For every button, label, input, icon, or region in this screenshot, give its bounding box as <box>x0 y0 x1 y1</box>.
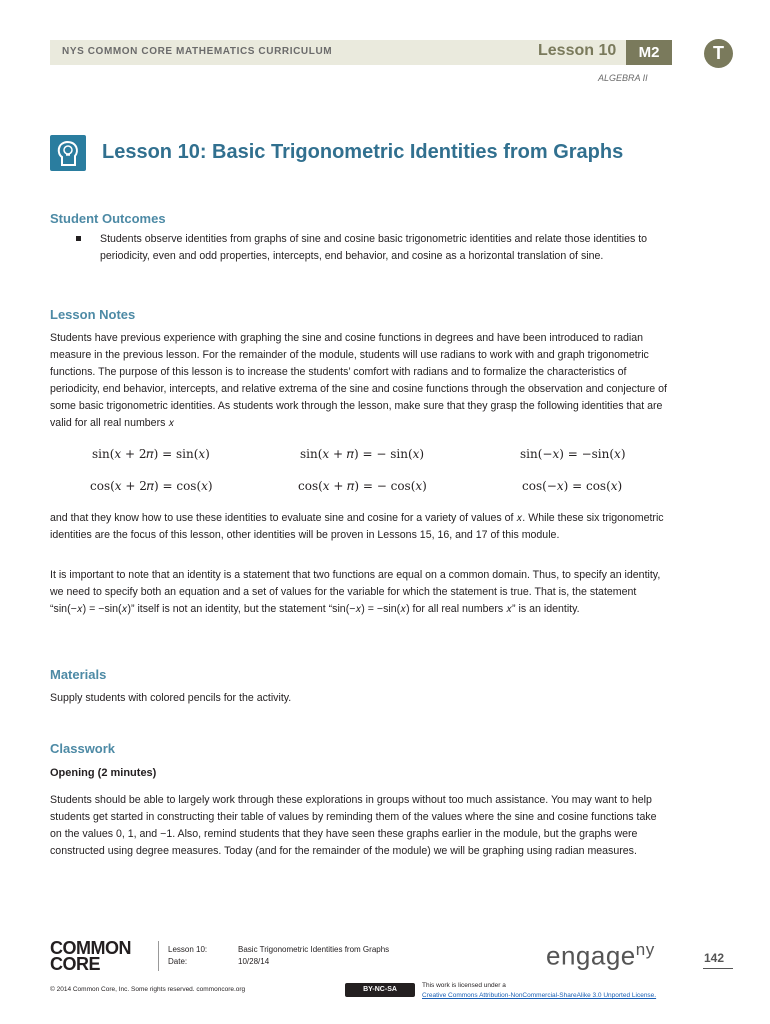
identity-sin-period: sin(𝑥 + 2𝜋) = sin(𝑥) <box>92 447 210 461</box>
footer-labels <box>168 944 207 968</box>
engage-text: engage <box>546 940 636 971</box>
notes-heading: Lesson Notes <box>50 307 136 322</box>
classwork-heading: Classwork <box>50 741 116 756</box>
license-link[interactable]: Creative Commons Attribution-NonCommercial-ShareAlike 3.0 Unported License. <box>422 992 657 999</box>
engageny-logo <box>546 940 655 972</box>
identity-sin-odd: sin(−𝑥) = −sin(𝑥) <box>520 447 626 461</box>
footer-date-label: Date: <box>168 957 188 966</box>
license-text <box>422 981 656 1001</box>
outcomes-heading: Student Outcomes <box>50 211 166 226</box>
teacher-badge: T <box>704 39 733 68</box>
identity-sin-shift: sin(𝑥 + 𝜋) = − sin(𝑥) <box>300 447 425 461</box>
footer-divider <box>158 941 159 971</box>
notes-paragraph-1: Students have previous experience with graphing the sine and cosine functions in degrees and have been introduced to radian measure in the previous lesson. For the remainder of the module, students will use radians to work with and graph trigonometric functions. The purpose of this lesson is to increase the students’ comfort with radians and to formalize the characteristics of periodicity, end behavior, intercepts, and relative extrema of the sine and cosine functions through the observation and conjecture of some basic trigonometric identities. As students work through the lesson, make sure that they grasp the following identities that are valid for all real numbers 𝑥 <box>50 332 667 429</box>
identity-cos-even: cos(−𝑥) = cos(𝑥) <box>522 479 623 493</box>
identity-cos-period: cos(𝑥 + 2𝜋) = cos(𝑥) <box>90 479 213 493</box>
footer-date-value: 10/28/14 <box>238 957 270 966</box>
logo-line-1: COMMON <box>50 938 131 958</box>
materials-heading: Materials <box>50 667 107 682</box>
page-number-underline <box>703 968 733 969</box>
footer-lesson-label: Lesson 10: <box>168 945 208 954</box>
footer-values <box>238 944 389 968</box>
page-number: 142 <box>704 951 725 965</box>
ny-text: ny <box>635 940 655 959</box>
cc-license-icon: BY-NC-SA <box>345 983 415 997</box>
notes-paragraph-2: and that they know how to use these identities to evaluate sine and cosine for a variety of values of 𝑥. While these six trigonometric identities are the focus of this lesson, other identities will be proven in Lessons 15, 16, and 17 of this module. <box>50 512 664 541</box>
common-core-logo <box>50 940 131 972</box>
license-line: This work is licensed under a <box>422 982 506 989</box>
course-label: ALGEBRA II <box>598 73 648 83</box>
bullet-icon <box>76 236 81 241</box>
module-badge: M2 <box>626 40 672 65</box>
footer-lesson-value: Basic Trigonometric Identities from Graphs <box>238 945 390 954</box>
materials-text: Supply students with colored pencils for the activity. <box>50 692 292 704</box>
notes-paragraph-3: It is important to note that an identity is a statement that two functions are equal on a common domain. Thus, to specify an identity, we need to specify both an equation and a set of values for the variable for which the statement is true. That is, the statement “sin(−𝑥) = −sin(𝑥)” itself is not an identity, but the statement “sin(−𝑥) = −sin(𝑥) for all real numbers 𝑥” is an identity. <box>50 569 661 615</box>
lesson-label: Lesson 10 <box>538 42 617 59</box>
outcomes-bullet: Students observe identities from graphs of sine and cosine basic trigonometric identities and relate those identities to periodicity, even and odd properties, intercepts, end behavior, and cosine as a horizontal translation of sine. <box>100 233 648 262</box>
opening-heading: Opening (2 minutes) <box>50 767 157 779</box>
copyright-text: © 2014 Common Core, Inc. Some rights reserved. commoncore.org <box>50 986 246 993</box>
classwork-text: Students should be able to largely work through these explorations in groups without too much assistance. You may want to help students get started in constructing their table of values by reminding them of the values where the sine and cosine functions take on the values 0, 1, and −1. Also, remind students that they have seen these graphs earlier in the module, but the graphs were constructed using degree measures. Today (and for the remainder of the module) we will be graphing using radian measures. <box>50 794 657 857</box>
curriculum-label: NYS COMMON CORE MATHEMATICS CURRICULUM <box>62 46 333 57</box>
logo-line-2: CORE <box>50 954 101 974</box>
page-title: Lesson 10: Basic Trigonometric Identities from Graphs <box>102 141 624 163</box>
identity-cos-shift: cos(𝑥 + 𝜋) = − cos(𝑥) <box>298 479 427 493</box>
lightbulb-head-icon <box>50 135 86 171</box>
